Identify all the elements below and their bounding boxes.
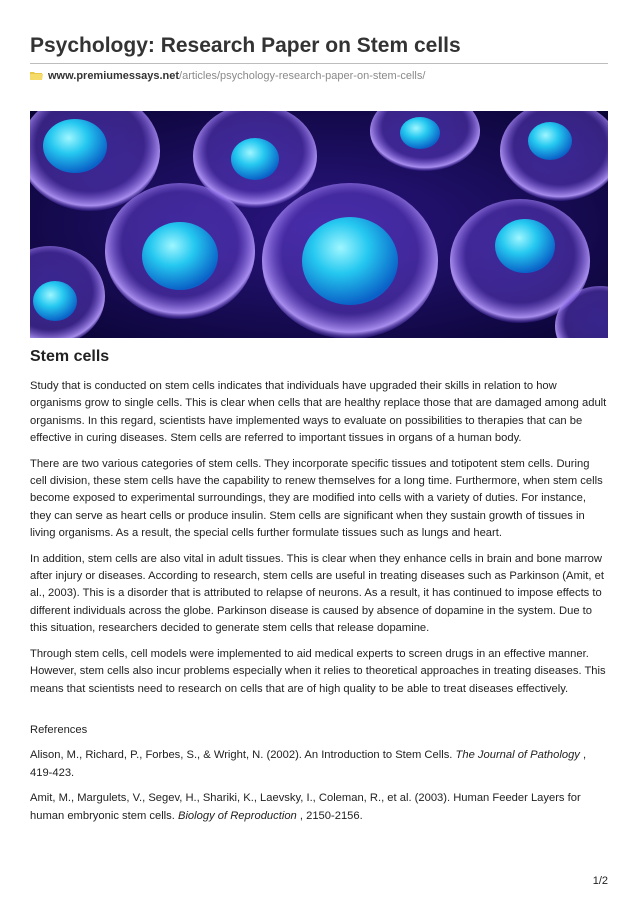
- section-heading: Stem cells: [30, 348, 110, 365]
- url-path[interactable]: /articles/psychology-research-paper-on-stem-cells/: [179, 70, 426, 82]
- folder-icon: [30, 71, 43, 80]
- page-title: Psychology: Research Paper on Stem cells: [30, 34, 461, 57]
- reference-text: Amit, M., Margulets, V., Segev, H., Shariki, K., Laevsky, I., Coleman, R., et al. (2003). Human Feeder Layers for human embryonic stem cells.: [30, 792, 581, 822]
- reference-item: [30, 747, 608, 782]
- paragraph: Through stem cells, cell models were implemented to aid medical experts to screen drugs in an effective manner. However, stem cells also incur problems especially when it relies to theoretical approaches in treating diseases. This means that scientists need to research on cells that are of high quality to be able to treat diseases effectively.: [30, 647, 606, 695]
- page-number: 1/2: [592, 875, 608, 887]
- reference-pages: , 2150-2156.: [296, 809, 363, 822]
- reference-item: [30, 790, 608, 825]
- paragraph: There are two various categories of stem cells. They incorporate specific tissues and totipotent stem cells. During cell division, these stem cells have the capability to renew themselves for a long time. Furthermore, when stem cells become exposed to experimental surroundings, they are modified into cells with a variety of duties. For instance, they can serve as heart cells or produce insulin. Stem cells are significant when they sustain growth of tissues in living organisms. As a result, the special cells further formulate tissues such as lungs and heart.: [30, 457, 603, 540]
- title-divider: [30, 63, 608, 64]
- reference-journal: The Journal of Pathology: [455, 749, 580, 762]
- references-heading: References: [30, 723, 88, 736]
- paragraph: Study that is conducted on stem cells indicates that individuals have upgraded their skills in relation to how organisms grow to single cells. This is clear when cells that are healthy replace those that are damaged among adult organisms. In this regard, scientists have implemented ways to evaluate on possibilities to therapies that can be effective in curing diseases. Stem cells are referred to important tissues in organs of a human body.: [30, 380, 607, 445]
- article-body: [30, 378, 608, 833]
- stem-cells-image: [30, 111, 608, 338]
- paragraph: In addition, stem cells are also vital in adult tissues. This is clear when they enhance cells in brain and bone marrow after injury or diseases. According to research, stem cells are useful in treating diseases such as Parkinson (Amit, et al., 2003). This is a disorder that is attributed to relapse of neurons. As a result, it has continued to impose effects to different individuals across the globe. Parkinson disease is caused by absence of dopamine in the system. Due to this situation, researchers decided to generate stem cells that release dopamine.: [30, 552, 604, 635]
- reference-journal: Biology of Reproduction: [177, 809, 297, 822]
- source-url[interactable]: [30, 70, 425, 82]
- stem-cells-illustration-icon: [30, 111, 608, 338]
- reference-text: Alison, M., Richard, P., Forbes, S., & Wright, N. (2002). An Introduction to Stem Cells.: [30, 749, 456, 762]
- url-domain[interactable]: www.premiumessays.net: [48, 70, 180, 82]
- reference-pages: , 419-423.: [30, 749, 587, 779]
